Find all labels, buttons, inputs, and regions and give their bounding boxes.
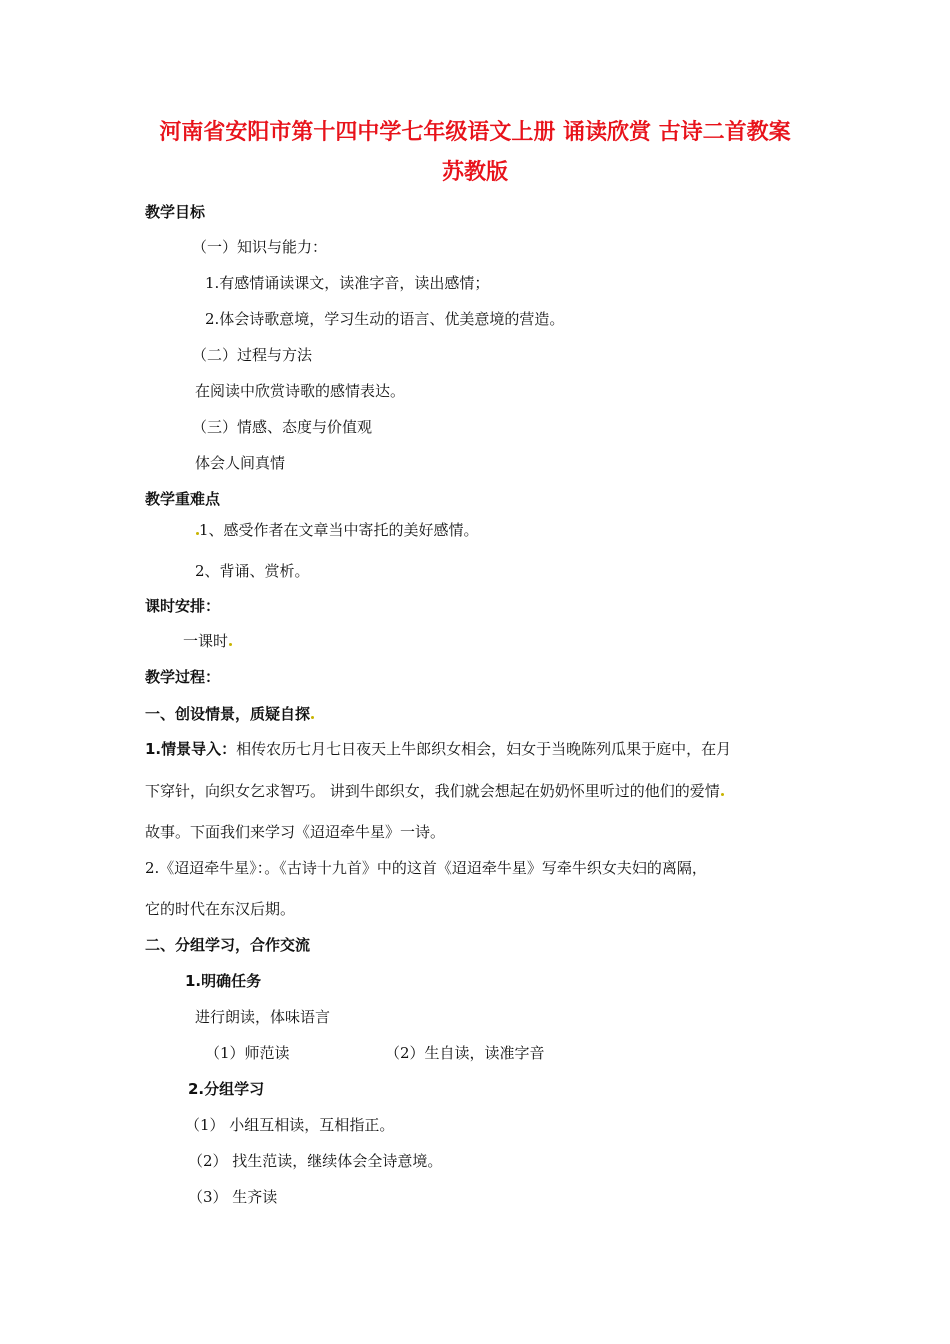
intro-line-1 <box>145 739 731 759</box>
schedule-value-text: 一课时 <box>183 632 229 650</box>
task-body: 进行朗读，体味语言 <box>195 1008 331 1026</box>
schedule-heading: 课时安排： <box>145 597 221 615</box>
task-heading: 1.明确任务 <box>185 972 262 990</box>
mark-dot <box>721 793 724 796</box>
document-title-line-2: 苏教版 <box>441 160 508 185</box>
intro-line-3: 故事。下面我们来学习《迢迢牵牛星》一诗。 <box>145 823 446 841</box>
intro-line-1-text: 相传农历七月七日夜天上牛郎织女相会，妇女于当晚陈列瓜果于庭中，在月 <box>236 740 732 758</box>
group-item-1: （1） 小组互相读，互相指正。 <box>185 1116 395 1134</box>
goals-knowledge-item-1: 1.有感情诵读课文，读准字音，读出感情； <box>205 274 490 292</box>
goals-emotion-heading: （三）情感、态度与价值观 <box>192 418 373 436</box>
poem-line-2: 它的时代在东汉后期。 <box>145 900 296 918</box>
task-option-b: （2）生自读，读准字音 <box>385 1044 545 1062</box>
intro-line-2 <box>145 781 724 801</box>
goals-heading: 教学目标 <box>145 203 206 221</box>
process-heading: 教学过程： <box>145 668 221 686</box>
process-section-1-text: 一、创设情景，质疑自探 <box>145 705 311 723</box>
goals-process-item: 在阅读中欣赏诗歌的感情表达。 <box>195 382 406 400</box>
keypoints-item-2: 2、背诵、赏析。 <box>195 562 310 580</box>
keypoints-item-1 <box>195 520 479 540</box>
keypoints-heading: 教学重难点 <box>145 490 221 508</box>
goals-knowledge-item-2: 2.体会诗歌意境，学习生动的语言、优美意境的营造。 <box>205 310 565 328</box>
intro-label: 1.情景导入： <box>145 740 237 758</box>
mark-dot <box>229 643 232 646</box>
process-section-2: 二、分组学习，合作交流 <box>145 936 311 954</box>
task-option-a: （1）师范读 <box>205 1044 290 1062</box>
schedule-value <box>183 631 232 651</box>
process-section-1 <box>145 704 314 724</box>
mark-dot <box>311 716 314 719</box>
keypoints-item-1-text: 1、感受作者在文章当中寄托的美好感情。 <box>199 521 479 539</box>
group-heading: 2.分组学习 <box>188 1080 265 1098</box>
goals-emotion-item: 体会人间真情 <box>195 454 286 472</box>
intro-line-2-text: 下穿针，向织女乞求智巧。 讲到牛郎织女，我们就会想起在奶奶怀里听过的他们的爱情 <box>145 782 720 800</box>
poem-line-1: 2.《迢迢牵牛星》：。《古诗十九首》中的这首《迢迢牵牛星》写牵牛织女夫妇的离隔， <box>145 859 707 877</box>
goals-knowledge-heading: （一）知识与能力： <box>192 238 328 256</box>
group-item-3: （3） 生齐读 <box>188 1188 278 1206</box>
group-item-2: （2） 找生范读，继续体会全诗意境。 <box>188 1152 443 1170</box>
document-title-line-1: 河南省安阳市第十四中学七年级语文上册 诵读欣赏 古诗二首教案 <box>159 120 791 145</box>
goals-process-heading: （二）过程与方法 <box>192 346 313 364</box>
